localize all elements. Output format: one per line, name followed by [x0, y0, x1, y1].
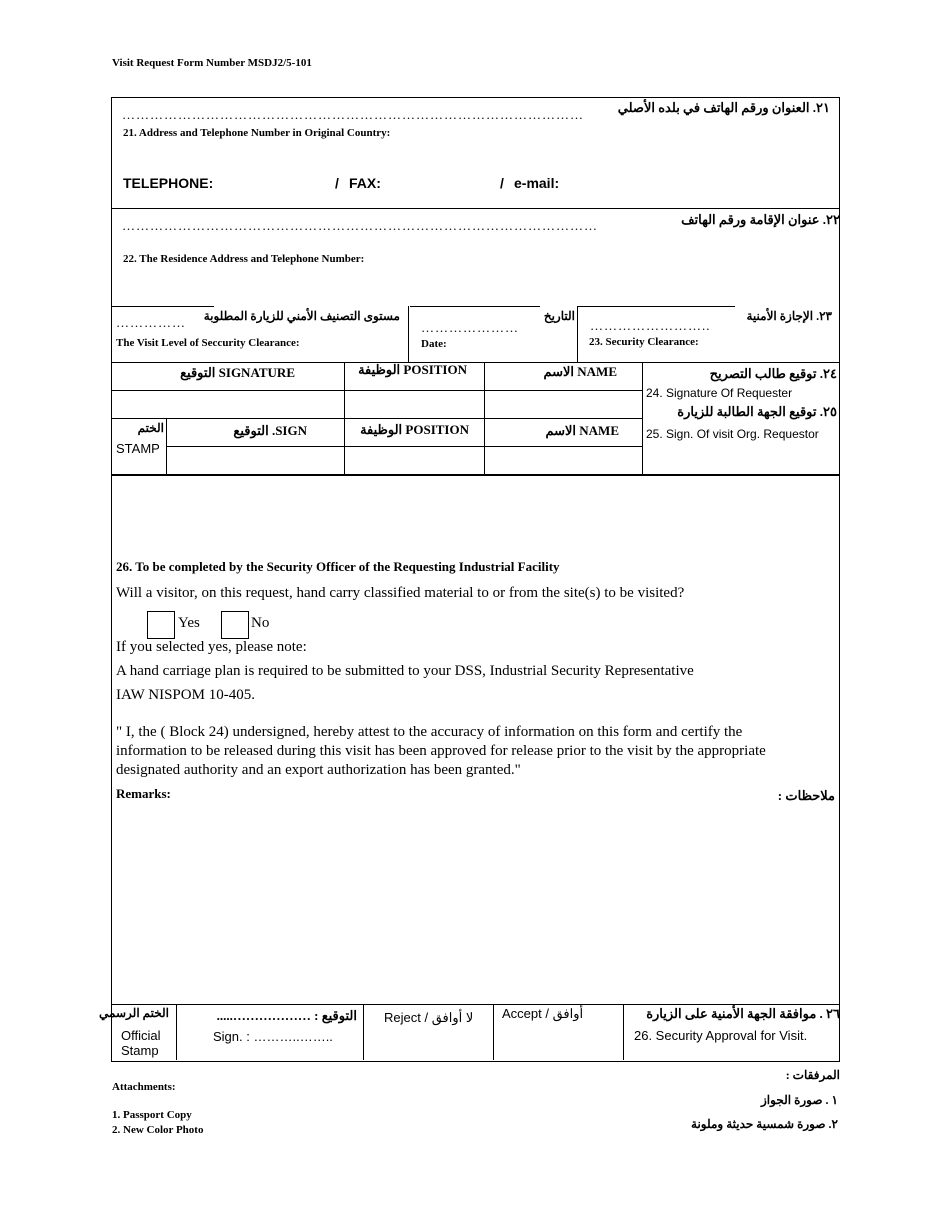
clearance-dots: …………………….. [590, 318, 711, 333]
fax-label: FAX: [349, 175, 381, 191]
approval-row-top [111, 1004, 839, 1005]
s23-line-c [577, 306, 735, 307]
date-label-en: Date: [421, 338, 447, 350]
accept-option[interactable]: Accept / أوافق [502, 1006, 584, 1021]
col-position: POSITION الوظيفة [358, 362, 467, 377]
yes-label: Yes [178, 615, 200, 631]
col-name-2: NAME الاسم [545, 423, 619, 438]
attachment-photo-ar: ٢. صورة شمسية حديثة وملونة [691, 1117, 838, 1131]
visit-level-dots: …………… [116, 315, 186, 330]
attestation-line1: " I, the ( Block 24) undersigned, hereby attest to the accuracy of information on this form and certify the [116, 724, 743, 740]
section21-dots: ……………………………………………………………………………………… [122, 107, 584, 122]
hand-carriage-plan-line1: A hand carriage plan is required to be submitted to your DSS, Industrial Security Representative [116, 663, 694, 679]
official-stamp-line1: Official [121, 1028, 161, 1043]
sig-row2-header-line [166, 446, 643, 447]
attachment-photo: 2. New Color Photo [112, 1124, 204, 1136]
yes-checkbox[interactable] [147, 611, 175, 639]
col-name: NAME الاسم [543, 364, 617, 379]
official-stamp-line2: Stamp [121, 1043, 159, 1058]
org-name-field[interactable] [488, 449, 642, 471]
approval-vline-4 [623, 1004, 624, 1060]
remarks-label-ar: ملاحظات : [777, 788, 835, 803]
section26-title: 26. To be completed by the Security Officer of the Requesting Industrial Facility [116, 559, 560, 574]
visit-level-field[interactable] [330, 335, 404, 351]
hand-carriage-plan-line2: IAW NISPOM 10-405. [116, 687, 255, 703]
stamp-label-ar: الختم [137, 421, 164, 435]
remarks-label-en: Remarks: [116, 786, 171, 801]
col-position-2: POSITION الوظيفة [360, 422, 469, 437]
section22-label-en: 22. The Residence Address and Telephone Number: [123, 253, 365, 265]
reject-option[interactable]: Reject / لا أوافق [384, 1010, 474, 1025]
s23-line-b [410, 306, 540, 307]
s23-vline-1 [408, 306, 409, 362]
s23-line-a [111, 306, 214, 307]
remarks-field[interactable] [116, 808, 836, 1000]
col-sign: SIGN. التوقيع [233, 423, 307, 438]
requester-name-field[interactable] [488, 393, 642, 415]
stamp-label-en: STAMP [116, 441, 160, 456]
section22-label-ar: ٢٢. عنوان الإقامة ورقم الهاتف [681, 212, 840, 227]
attachment-passport: 1. Passport Copy [112, 1109, 192, 1121]
approval-vline-1 [176, 1004, 177, 1060]
no-checkbox[interactable] [221, 611, 249, 639]
clearance-field[interactable] [715, 334, 834, 350]
section21-label-en: 21. Address and Telephone Number in Original Country: [123, 127, 391, 139]
slash-2: / [500, 175, 504, 191]
approval-sign-label-en: Sign. : ………..…….. [213, 1029, 333, 1044]
item26-label-ar: ٢٦ . موافقة الجهة الأمنية على الزيارة [646, 1006, 840, 1021]
attachment-passport-ar: ١ . صورة الجواز [761, 1093, 838, 1107]
hand-carry-question: Will a visitor, on this request, hand carry classified material to or from the site(s) to be visited? [116, 585, 685, 601]
no-label: No [251, 615, 270, 631]
approval-vline-3 [493, 1004, 494, 1060]
clearance-label-ar: ٢٣. الإجازة الأمنية [746, 309, 832, 323]
slash-1: / [335, 175, 339, 191]
sig-row1-bottom [111, 418, 643, 419]
section21-label-ar: ٢١. العنوان ورقم الهاتف في بلده الأصلي [617, 100, 830, 115]
email-label: e-mail: [514, 175, 560, 191]
sig-table-bottom [111, 474, 839, 476]
if-yes-note: If you selected yes, please note: [116, 639, 307, 655]
sig-vline-position [344, 362, 345, 474]
requester-signature-field[interactable] [170, 393, 344, 415]
sig-vline-stamp [166, 418, 167, 474]
sig-table-top [111, 362, 839, 363]
item25-label-ar: ٢٥. توقيع الجهة الطالبة للزيارة [677, 404, 837, 419]
clearance-label-en: 23. Security Clearance: [589, 336, 699, 348]
official-stamp-label-ar: الختم الرسمي [99, 1006, 169, 1020]
attestation-statement [116, 723, 766, 780]
approval-sign-label-ar: التوقيع : ………………..... [216, 1008, 357, 1023]
attestation-line2: information to be released during this visit has been approved for release prior to the visit by the appropriate [116, 743, 766, 759]
divider-21 [111, 208, 839, 209]
form-number: Visit Request Form Number MSDJ2/5-101 [112, 57, 312, 69]
section22-dots: ………………………………………………………………………………………… [122, 218, 598, 233]
date-label-ar: التاريخ [543, 309, 575, 323]
org-signature-field[interactable] [170, 449, 344, 471]
visit-level-label-ar: مستوى التصنيف الأمني للزيارة المطلوبة [203, 309, 400, 323]
attachments-label-en: Attachments: [112, 1081, 176, 1093]
item24-label-en: 24. Signature Of Requester [646, 386, 793, 400]
item26-label-en: 26. Security Approval for Visit. [634, 1028, 808, 1043]
telephone-label: TELEPHONE: [123, 175, 214, 191]
item25-label-en: 25. Sign. Of visit Org. Requestor [646, 427, 819, 441]
sig-row1-header-line [111, 390, 643, 391]
requester-position-field[interactable] [348, 393, 484, 415]
approval-vline-2 [363, 1004, 364, 1060]
col-signature: SIGNATURE التوقيع [180, 365, 295, 380]
date-field[interactable] [455, 336, 569, 352]
sig-vline-right [642, 362, 643, 474]
item24-label-ar: ٢٤. توقيع طالب التصريح [709, 366, 837, 381]
visit-level-label-en: The Visit Level of Seccurity Clearance: [116, 337, 300, 349]
s23-vline-2 [577, 306, 578, 362]
org-position-field[interactable] [348, 449, 484, 471]
attestation-line3: designated authority and an export authorization has been granted." [116, 762, 521, 778]
date-dots: ………………… [421, 320, 519, 335]
sig-vline-name [484, 362, 485, 474]
attachments-label-ar: المرفقات : [785, 1068, 840, 1082]
official-stamp-label-en [121, 1028, 161, 1058]
